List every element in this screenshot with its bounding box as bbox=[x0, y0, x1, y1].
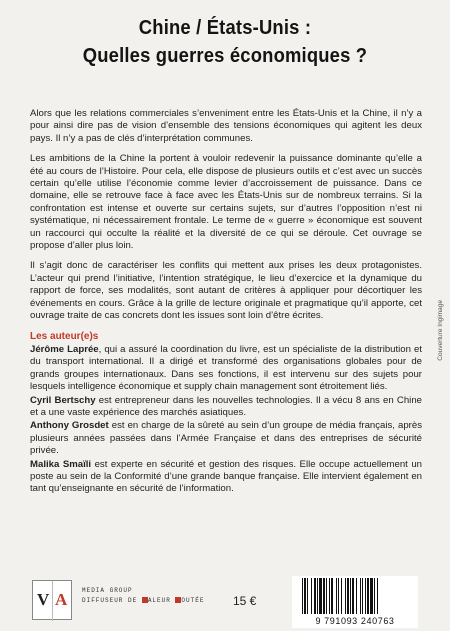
barcode-bar bbox=[350, 578, 351, 614]
barcode-bar bbox=[319, 578, 322, 614]
barcode-bar bbox=[345, 578, 346, 614]
barcode-bar bbox=[362, 578, 363, 614]
author-entry bbox=[30, 395, 422, 420]
author-name: Malika Smaïli bbox=[30, 458, 92, 470]
barcode-bar bbox=[338, 578, 339, 614]
author-entry bbox=[30, 459, 422, 496]
barcode-bar bbox=[377, 578, 378, 614]
barcode-bar bbox=[370, 578, 373, 614]
author-entry bbox=[30, 420, 422, 457]
distributor-text-a: DIFFUSEUR DE bbox=[82, 597, 142, 604]
barcode-bar bbox=[329, 578, 330, 614]
back-cover-text bbox=[30, 108, 422, 497]
author-bio: est entrepreneur dans les nouvelles technologies. Il a vécu 8 ans en Chine et a une vaste expérience des marchés asiatiques. bbox=[30, 394, 422, 418]
barcode-bar bbox=[302, 578, 303, 614]
barcode-bar bbox=[304, 578, 306, 614]
barcode-bar bbox=[336, 578, 337, 614]
barcode-bar bbox=[314, 578, 316, 614]
barcode-bar bbox=[307, 578, 308, 614]
author-name: Cyril Bertschy bbox=[30, 394, 96, 406]
paragraph-ambitions: Les ambitions de la Chine la portent à vouloir redevenir la puissance dominante qu’elle a été au cours de l’Histoire. Pour cela, elle dispose de plusieurs outils et c’est avec un succès certain qu’elle utilise l’économie comme levier d’accroissement de puissance. Dans ce domaine, elle se retrouve face à face avec les États-Unis sur de nombreux terrains. Si la confrontation est intense et ouverte sur certains sujets, sur d’autres l’opposition n’est ni systématique, ni nécessairement frontale. Le terme de « guerre » économique est souvent un raccourci qui occulte la réalité et la diversité de ce qui se déroule. Cet ouvrage se propose d’aller plus loin. bbox=[30, 153, 422, 252]
footer bbox=[0, 574, 450, 631]
book-title-line1: Chine / États-Unis : bbox=[138, 17, 312, 39]
barcode-bar bbox=[317, 578, 318, 614]
barcode-bar bbox=[311, 578, 312, 614]
barcode-bar bbox=[323, 578, 325, 614]
author-entry bbox=[30, 344, 422, 394]
publisher-logo bbox=[32, 580, 72, 620]
barcode-bar bbox=[347, 578, 349, 614]
barcode-bar bbox=[326, 578, 327, 614]
publisher-text bbox=[82, 586, 204, 606]
book-title-line2: Quelles guerres économiques ? bbox=[82, 45, 368, 67]
paragraph-conflicts: Il s’agit donc de caractériser les conflits qui mettent aux prises les deux protagonistes. L’acteur qui prend l’initiative, l’intention stratégique, le lieu d’exercice et la dynamique du rapport de force, ses modalités, sont autant de critères à appliquer pour décortiquer les événements en cours. Grâce à la grille de lecture originale et pragmatique qu’il apporte, cet ouvrage traite de cas concrets dont les issues sont loin d’être écrites. bbox=[30, 260, 422, 322]
logo-divider bbox=[52, 581, 53, 621]
distributor-label bbox=[82, 596, 204, 606]
barcode-bar bbox=[356, 578, 357, 614]
cover-credit: Couverture Ingimage bbox=[437, 300, 444, 361]
distributor-text-c: OUTÉE bbox=[181, 597, 205, 604]
barcode-bars bbox=[300, 578, 410, 614]
distributor-text-b: ALEUR bbox=[147, 597, 176, 604]
author-name: Anthony Grosdet bbox=[30, 420, 109, 432]
author-bio: , qui a assuré la coordination du livre, est un spécialiste de la distribution et du transport international. Il a dirigé et transformé des organisations globales pour de grands groupes internationaux. Dans ses fonctions, il est intervenu sur des sujets pour lesquels intelligence économique et supply chain management sont étroitement liés. bbox=[30, 343, 423, 393]
logo-letter-v: V bbox=[37, 590, 50, 609]
barcode-bar bbox=[365, 578, 366, 614]
paragraph-intro: Alors que les relations commerciales s’enveniment entre les États-Unis et la Chine, il n’y a pour ainsi dire pas de vision d’ensemble des tensions économiques qui agitent les deux pays. Il n’y a pas de clés d’interprétation communes. bbox=[30, 108, 422, 144]
media-group-label: MEDIA GROUP bbox=[82, 587, 133, 594]
barcode-bar bbox=[367, 578, 369, 614]
barcode bbox=[292, 576, 418, 628]
authors-list bbox=[30, 344, 422, 496]
authors-heading: Les auteur(e)s bbox=[30, 330, 99, 342]
barcode-bar bbox=[374, 578, 375, 614]
author-bio: est experte en sécurité et gestion des risques. Elle occupe actuellement un poste au sein de la Conformité d’une grande banque française. Elle intervient également en tant qu’enseignante en sécurité de l’information. bbox=[30, 458, 423, 495]
barcode-bar bbox=[360, 578, 361, 614]
logo-letter-a: A bbox=[55, 590, 68, 609]
author-name: Jérôme Laprée bbox=[30, 343, 99, 355]
barcode-bar bbox=[331, 578, 333, 614]
isbn-number: 9 791093 240763 bbox=[315, 616, 395, 626]
barcode-bar bbox=[341, 578, 342, 614]
price: 15 € bbox=[233, 594, 257, 608]
barcode-bar bbox=[352, 578, 354, 614]
author-bio: est en charge de la sûreté au sein d’un groupe de média français, après plusieurs années passées dans l’Armée Française et dans des entreprises de sécurité privée. bbox=[30, 420, 422, 457]
title-block bbox=[0, 14, 450, 70]
